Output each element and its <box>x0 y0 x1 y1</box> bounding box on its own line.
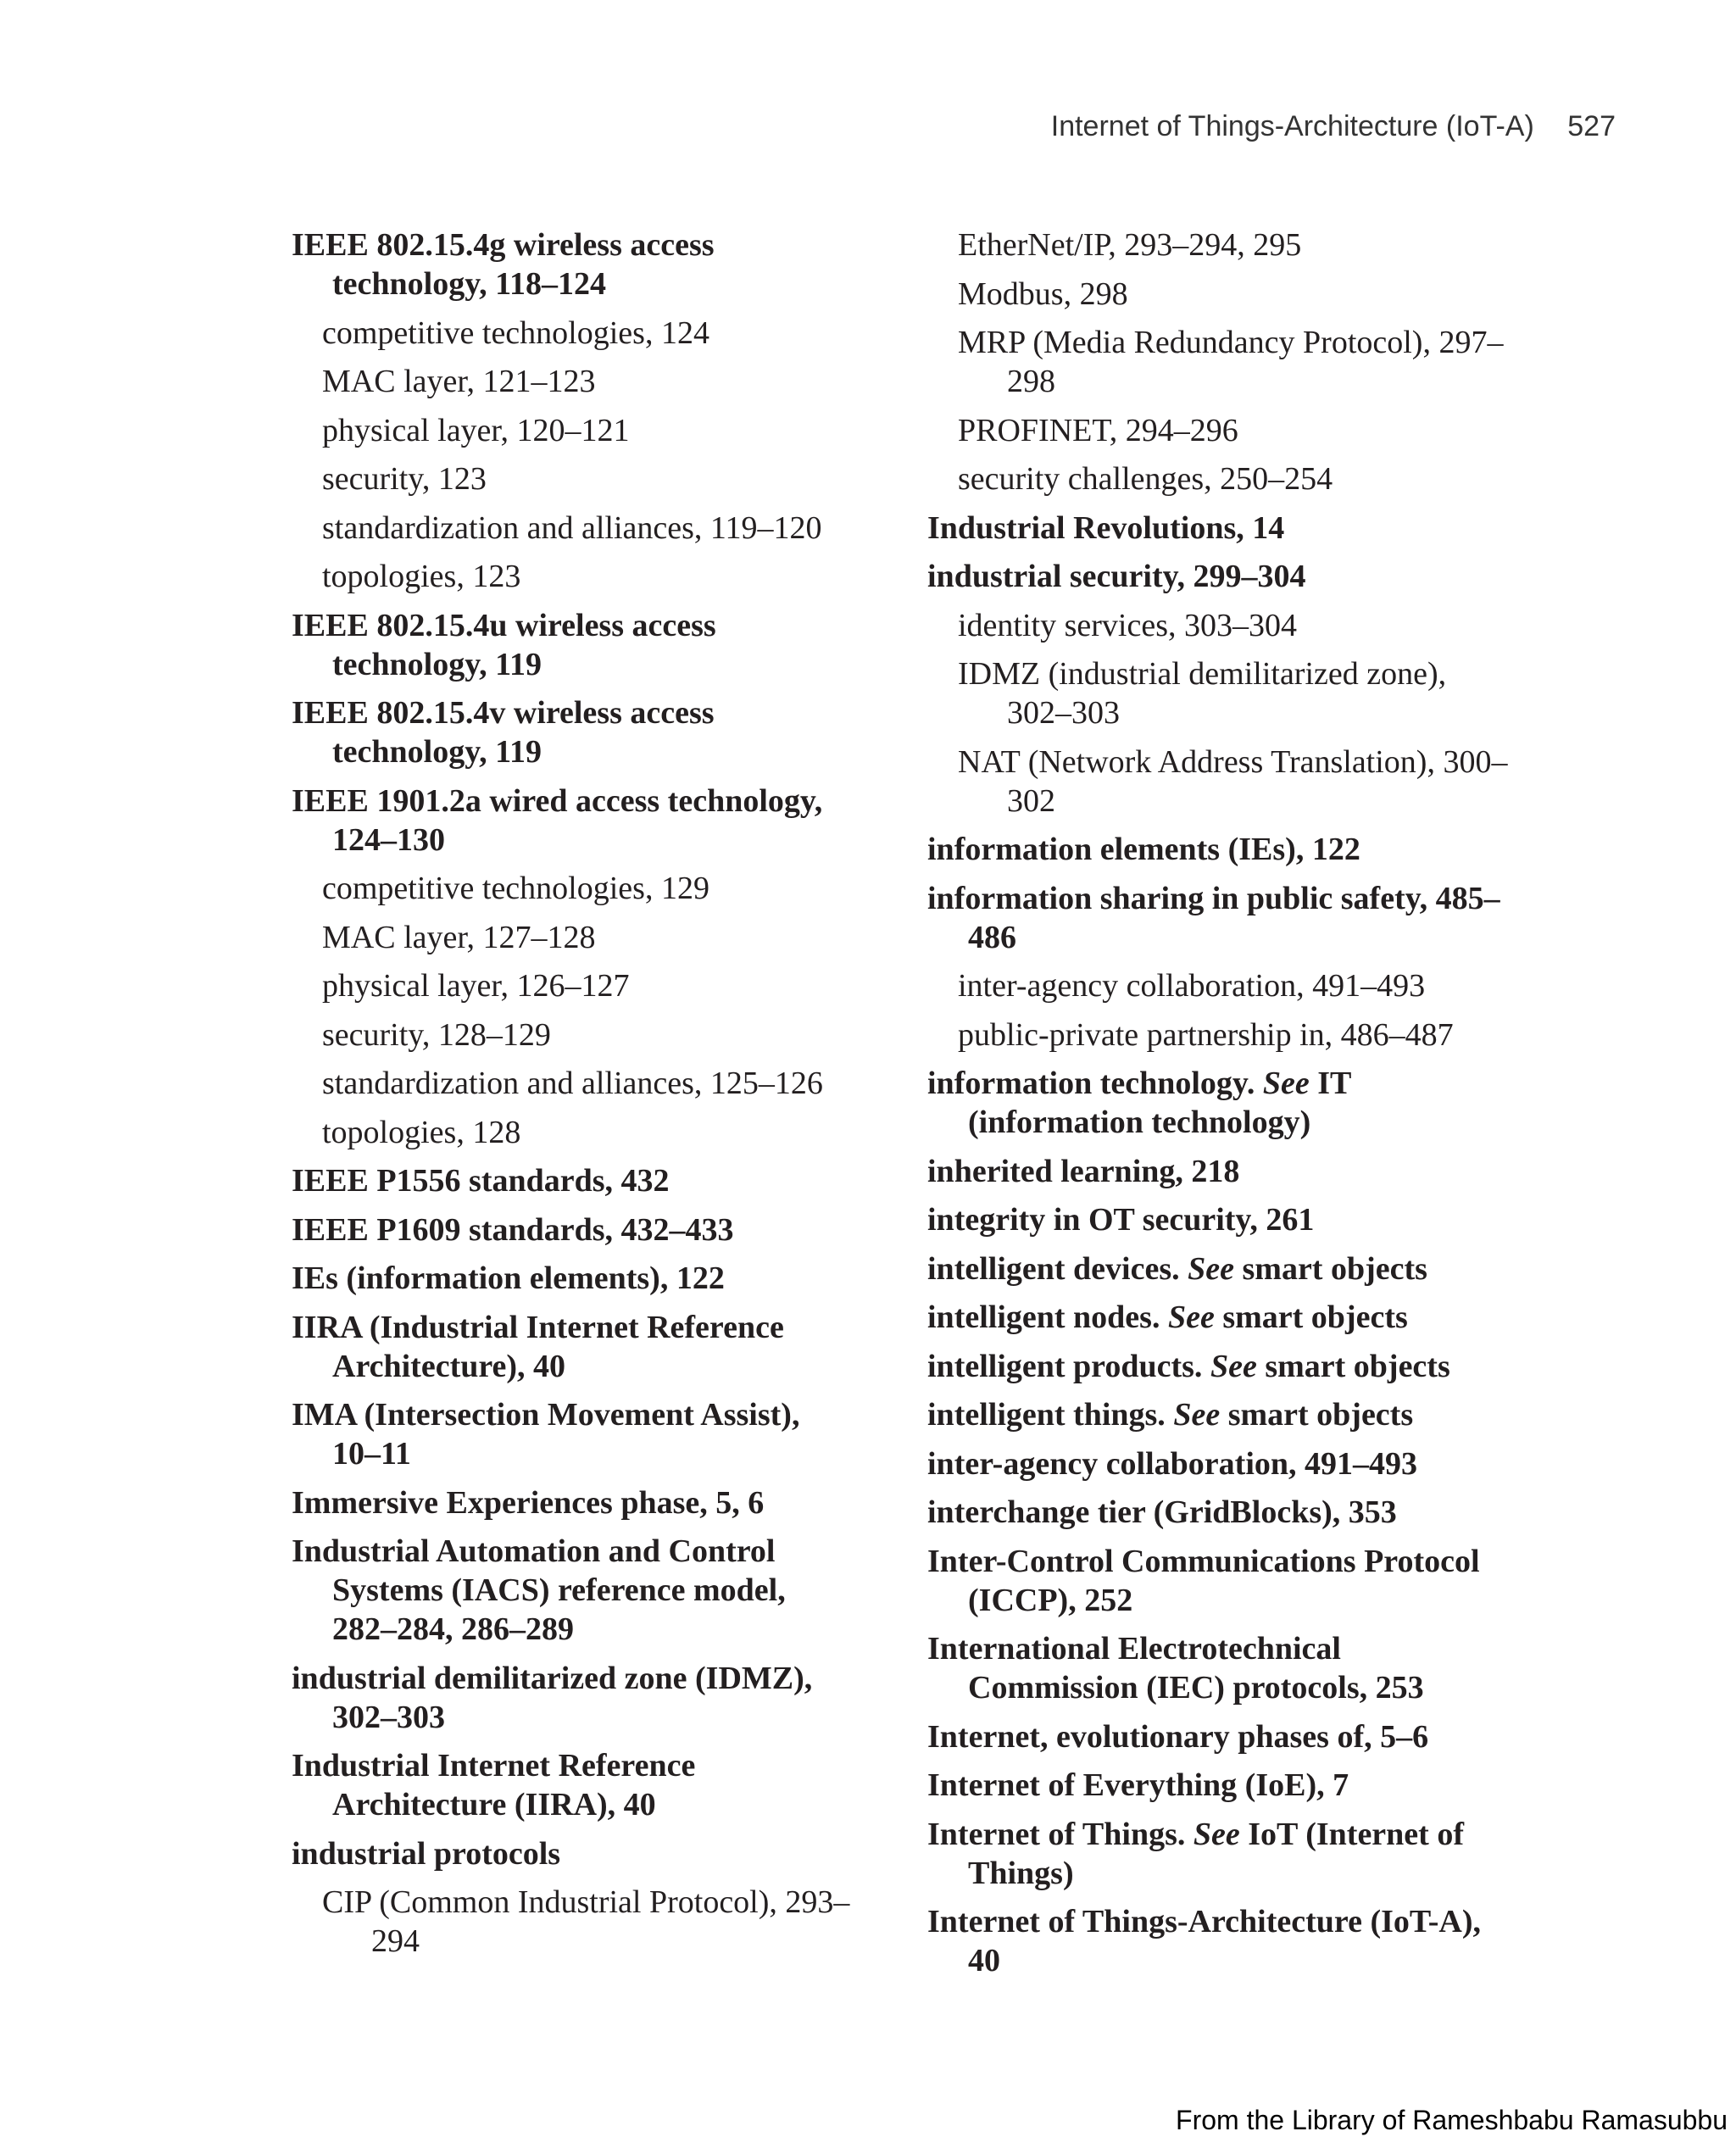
index-entry <box>927 1298 1512 1337</box>
entry-text: information elements (IEs), 122 <box>927 832 1360 867</box>
index-entry <box>292 1483 851 1522</box>
entry-text: Industrial Internet Reference Architecture (IIRA), 40 <box>292 1748 696 1822</box>
entry-text: IEEE 802.15.4g wireless access technology, 118–124 <box>292 227 715 302</box>
index-entry <box>927 509 1512 548</box>
entry-text: NAT (Network Address Translation), 300–302 <box>958 743 1508 819</box>
entry-text: IEs (information elements), 122 <box>292 1260 725 1296</box>
index-entry <box>927 1347 1512 1386</box>
index-subentry <box>292 459 851 498</box>
index-subentry <box>927 1016 1512 1055</box>
index-entry <box>292 1308 851 1386</box>
see-reference-target: smart objects <box>1227 1397 1414 1433</box>
entry-text: information sharing in public safety, 485–486 <box>927 880 1500 955</box>
index-subentry <box>927 275 1512 314</box>
see-reference-label: See <box>1188 1250 1234 1287</box>
entry-text: security, 128–129 <box>322 1016 551 1053</box>
entry-text: MRP (Media Redundancy Protocol), 297–298 <box>958 325 1504 399</box>
index-column-right <box>927 225 1512 1990</box>
see-reference-label: See <box>1210 1348 1257 1384</box>
entry-text: standardization and alliances, 119–120 <box>322 509 822 546</box>
entry-text: MAC layer, 127–128 <box>322 919 596 955</box>
see-reference-label: See <box>1167 1299 1215 1335</box>
entry-text: IDMZ (industrial demilitarized zone), 302–303 <box>958 656 1447 731</box>
entry-text: IEEE 802.15.4v wireless access technology, 119 <box>292 695 715 770</box>
see-reference-label: See <box>1193 1816 1240 1852</box>
entry-text: industrial security, 299–304 <box>927 559 1306 594</box>
index-subentry <box>927 966 1512 1005</box>
see-reference-target: smart objects <box>1222 1299 1408 1335</box>
index-entry <box>927 1064 1512 1142</box>
index-subentry <box>292 918 851 957</box>
entry-text: interchange tier (GridBlocks), 353 <box>927 1494 1397 1530</box>
see-reference-label: See <box>1262 1066 1310 1101</box>
entry-text: topologies, 128 <box>322 1114 521 1150</box>
entry-text: competitive technologies, 124 <box>322 314 709 351</box>
entry-text: intelligent devices. <box>927 1250 1180 1287</box>
entry-text: physical layer, 120–121 <box>322 412 630 448</box>
entry-text: industrial protocols <box>292 1835 561 1872</box>
index-entry <box>292 1746 851 1824</box>
index-entry <box>292 1161 851 1200</box>
index-column-left <box>292 225 851 1971</box>
entry-text: IEEE 1901.2a wired access technology, 124–130 <box>292 782 823 858</box>
index-subentry <box>927 743 1512 821</box>
entry-text: identity services, 303–304 <box>958 607 1297 643</box>
index-subentry <box>292 314 851 353</box>
entry-text: competitive technologies, 129 <box>322 871 709 906</box>
page-number: 527 <box>1567 110 1616 142</box>
index-entry <box>292 1395 851 1473</box>
see-reference-target: smart objects <box>1242 1250 1427 1287</box>
index-entry <box>927 1444 1512 1483</box>
index-subentry <box>292 1113 851 1152</box>
entry-text: IEEE 802.15.4u wireless access technology, 119 <box>292 607 716 682</box>
index-entry <box>292 225 851 303</box>
entry-text: Industrial Automation and Control Systems (IACS) reference model, 282–284, 286–289 <box>292 1533 786 1647</box>
index-entry <box>927 1717 1512 1756</box>
entry-text: PROFINET, 294–296 <box>958 412 1238 448</box>
index-entry <box>292 1532 851 1649</box>
index-entry <box>927 557 1512 596</box>
index-entry <box>927 830 1512 869</box>
index-subentry <box>292 1016 851 1055</box>
library-footer: From the Library of Rameshbabu Ramasubbu <box>1176 2105 1728 2135</box>
index-entry <box>292 1210 851 1249</box>
entry-text: Modbus, 298 <box>958 275 1128 312</box>
entry-text: CIP (Common Industrial Protocol), 293–294 <box>322 1884 850 1959</box>
entry-text: Internet of Things-Architecture (IoT-A), 40 <box>927 1904 1481 1978</box>
see-reference-target: IT (information technology) <box>968 1066 1351 1140</box>
index-entry <box>927 1902 1512 1980</box>
index-subentry <box>292 1883 851 1961</box>
entry-text: intelligent products. <box>927 1348 1203 1384</box>
index-subentry <box>927 654 1512 732</box>
entry-text: intelligent nodes. <box>927 1299 1160 1335</box>
entry-text: IEEE P1609 standards, 432–433 <box>292 1211 734 1248</box>
index-entry <box>927 1493 1512 1532</box>
entry-text: Industrial Revolutions, 14 <box>927 509 1285 546</box>
index-entry <box>927 1629 1512 1707</box>
entry-text: topologies, 123 <box>322 559 521 594</box>
index-entry <box>927 1200 1512 1239</box>
index-entry <box>927 1815 1512 1893</box>
entry-text: inter-agency collaboration, 491–493 <box>927 1445 1418 1482</box>
entry-text: integrity in OT security, 261 <box>927 1202 1315 1238</box>
index-subentry <box>927 225 1512 264</box>
entry-text: standardization and alliances, 125–126 <box>322 1066 823 1101</box>
entry-text: Inter-Control Communications Protocol (ICCP), 252 <box>927 1543 1480 1618</box>
entry-text: security, 123 <box>322 461 487 497</box>
index-entry <box>292 1259 851 1298</box>
entry-text: Internet of Everything (IoE), 7 <box>927 1767 1349 1803</box>
index-subentry <box>292 869 851 908</box>
index-entry <box>292 693 851 771</box>
index-entry <box>927 1542 1512 1620</box>
index-entry <box>927 1249 1512 1288</box>
entry-text: EtherNet/IP, 293–294, 295 <box>958 227 1302 263</box>
index-entry <box>292 782 851 860</box>
index-subentry <box>927 323 1512 401</box>
index-entry <box>927 879 1512 957</box>
index-subentry <box>927 411 1512 450</box>
entry-text: intelligent things. <box>927 1397 1166 1433</box>
entry-text: inherited learning, 218 <box>927 1153 1240 1189</box>
entry-text: physical layer, 126–127 <box>322 968 630 1004</box>
entry-text: IMA (Intersection Movement Assist), 10–11 <box>292 1397 800 1472</box>
entry-text: information technology. <box>927 1066 1255 1101</box>
see-reference-target: IoT (Internet of Things) <box>968 1816 1464 1891</box>
index-subentry <box>292 966 851 1005</box>
see-reference-target: smart objects <box>1265 1348 1450 1384</box>
index-entry <box>292 606 851 684</box>
index-subentry <box>292 509 851 548</box>
entry-text: inter-agency collaboration, 491–493 <box>958 968 1426 1004</box>
index-subentry <box>292 1064 851 1103</box>
entry-text: Internet, evolutionary phases of, 5–6 <box>927 1718 1429 1755</box>
index-entry <box>927 1395 1512 1434</box>
entry-text: public-private partnership in, 486–487 <box>958 1016 1454 1053</box>
index-entry <box>927 1766 1512 1805</box>
entry-text: IIRA (Industrial Internet Reference Architecture), 40 <box>292 1309 784 1384</box>
index-subentry <box>292 411 851 450</box>
see-reference-label: See <box>1173 1397 1221 1433</box>
entry-text: security challenges, 250–254 <box>958 461 1333 497</box>
index-entry <box>292 1834 851 1873</box>
index-subentry <box>292 557 851 596</box>
running-head <box>1051 110 1616 143</box>
index-subentry <box>292 362 851 401</box>
entry-text: International Electrotechnical Commission (IEC) protocols, 253 <box>927 1631 1424 1706</box>
entry-text: Immersive Experiences phase, 5, 6 <box>292 1484 765 1521</box>
index-subentry <box>927 606 1512 645</box>
entry-text: industrial demilitarized zone (IDMZ), 302–303 <box>292 1660 813 1735</box>
index-entry <box>292 1659 851 1737</box>
index-subentry <box>927 459 1512 498</box>
entry-text: MAC layer, 121–123 <box>322 364 596 399</box>
running-head-title: Internet of Things-Architecture (IoT-A) <box>1050 110 1534 142</box>
index-entry <box>927 1152 1512 1191</box>
entry-text: Internet of Things. <box>927 1816 1186 1852</box>
entry-text: IEEE P1556 standards, 432 <box>292 1163 670 1199</box>
